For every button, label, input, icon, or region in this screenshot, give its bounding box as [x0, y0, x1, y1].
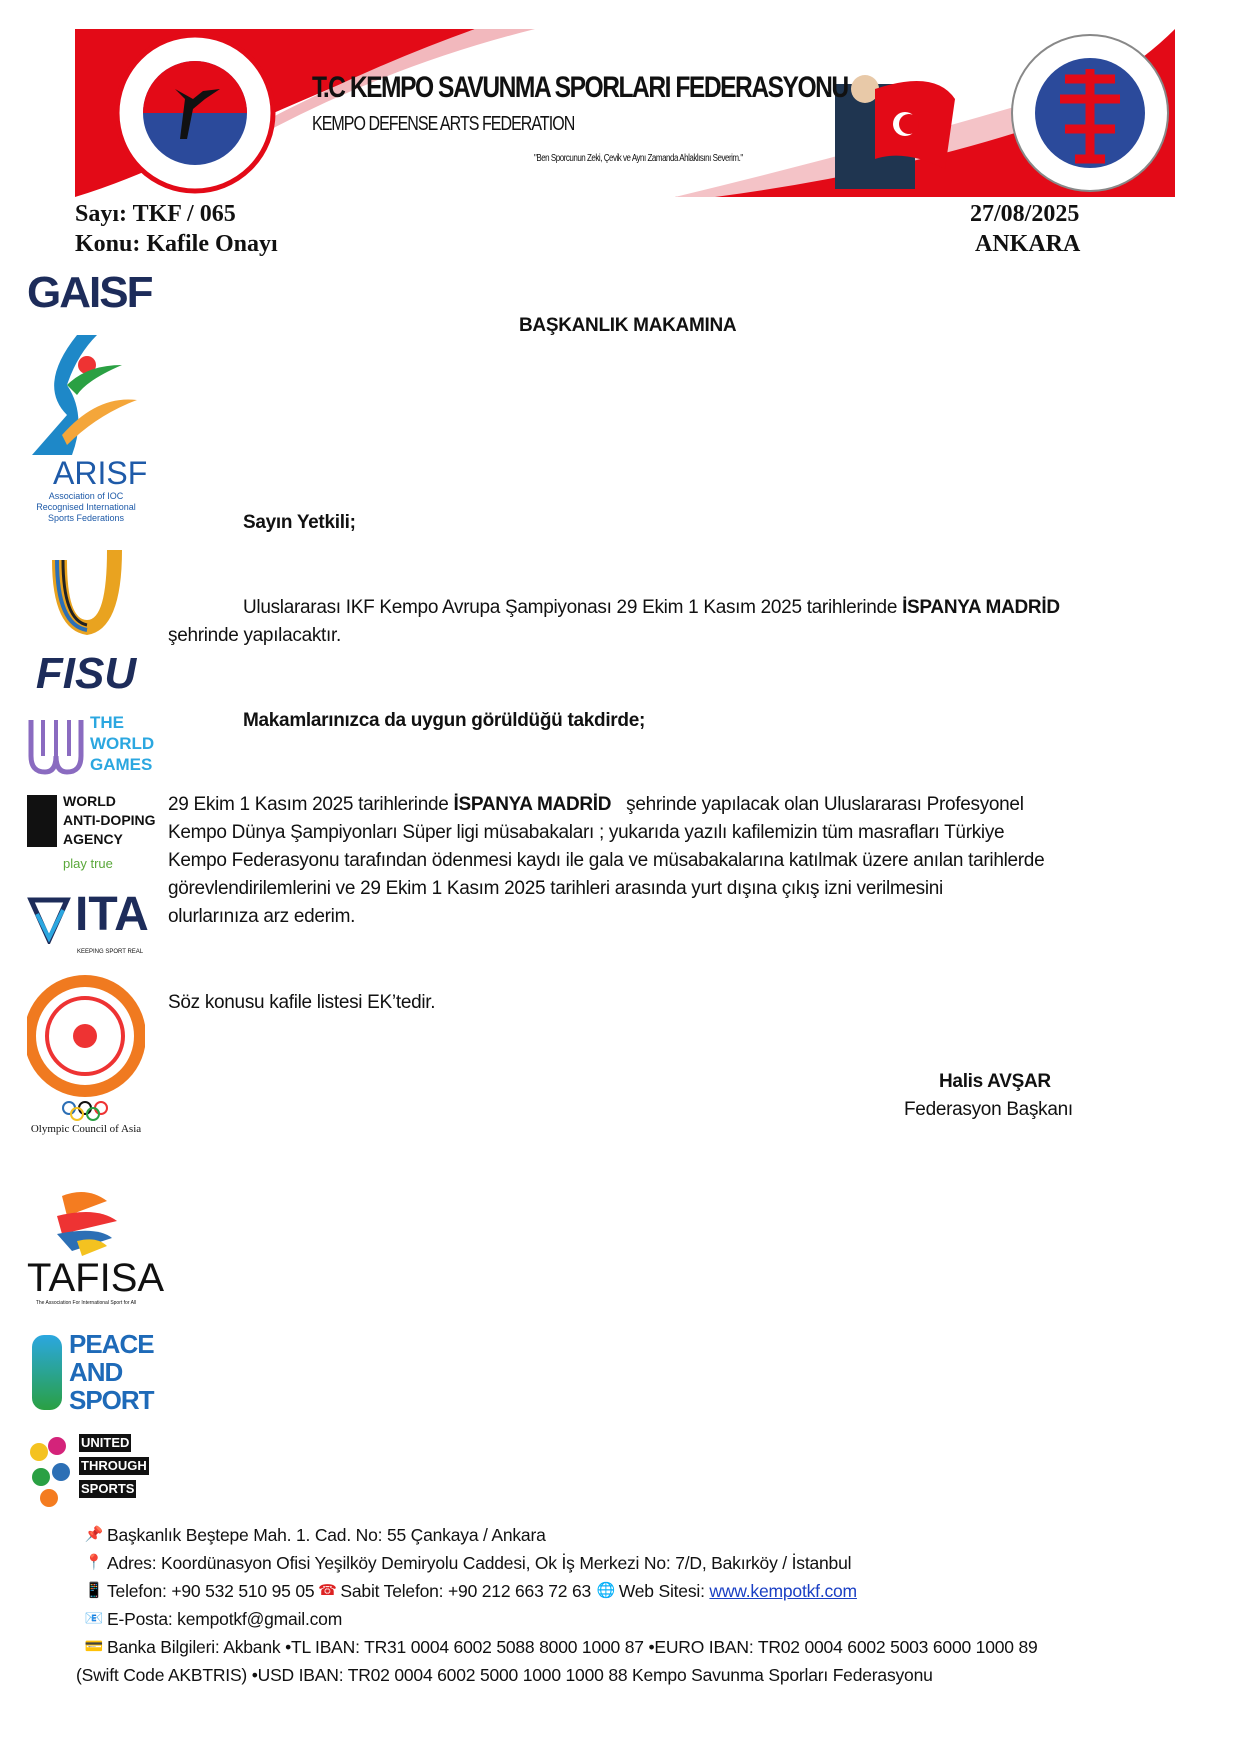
banner-background — [75, 29, 1175, 197]
map-pin-icon: 📍 — [84, 1554, 104, 1571]
gaisf-logo: GAISF — [27, 268, 152, 317]
pushpin-icon: 📌 — [84, 1526, 104, 1543]
arisf-logo: ARISF Association of IOC Recognised International Sports Federations — [27, 325, 145, 524]
footer-email: 📧 E-Posta: kempotkf@gmail.com — [84, 1609, 343, 1629]
federation-seal-left — [117, 35, 273, 191]
footer-phones: 📱 Telefon: +90 532 510 95 05 ☎ Sabit Telefon: +90 212 663 72 63 🌐 Web Sitesi: www.kempotkf.com — [84, 1581, 857, 1601]
website-link[interactable]: www.kempotkf.com — [709, 1581, 857, 1601]
salutation: Sayın Yetkili; — [243, 512, 356, 533]
footer-hq: 📌 Başkanlık Beştepe Mah. 1. Cad. No: 55 Çankaya / Ankara — [84, 1525, 546, 1545]
footer-contact — [76, 1521, 1038, 1689]
signer-name: Halis AVŞAR — [939, 1071, 1051, 1092]
fisu-arc-icon — [27, 550, 145, 640]
world-games-logo: THE WORLD GAMES — [27, 712, 145, 780]
telephone-icon: ☎ — [318, 1582, 337, 1599]
footer-bank: 💳 Banka Bilgileri: Akbank •TL IBAN: TR31 0004 6002 5088 8000 1000 87 •EURO IBAN: TR02 0004 6002 5003 6000 1000 89 — [84, 1637, 1038, 1657]
ataturk-quote: "Ben Sporcunun Zeki, Çevik ve Aynı Zamanda Ahlaklısını Severim." — [534, 153, 743, 164]
attachment-note: Söz konusu kafile listesi EK’tedir. — [168, 992, 436, 1013]
city: ANKARA — [975, 231, 1081, 257]
request-intro: Makamlarınızca da uygun görüldüğü takdirde; — [243, 710, 645, 731]
ita-check-icon — [27, 894, 71, 944]
subject: Konu: Kafile Onayı — [75, 231, 278, 257]
world-games-w-icon — [27, 716, 85, 776]
peace-and-sport-logo: PEACE AND SPORT — [27, 1330, 145, 1416]
olympic-rings-icon — [27, 1100, 145, 1122]
fisu-logo: FISU — [35, 649, 137, 698]
letterhead-banner — [75, 29, 1175, 197]
tafisa-logo: TAFISA The Association For International Sport for All — [27, 1186, 145, 1307]
federation-subtitle: KEMPO DEFENSE ARTS FEDERATION — [312, 113, 575, 135]
federation-title: T.C KEMPO SAVUNMA SPORLARI FEDERASYONU — [312, 71, 848, 104]
mobile-phone-icon: 📱 — [84, 1582, 104, 1599]
globe-icon: 🌐 — [596, 1582, 615, 1599]
credit-card-icon: 💳 — [84, 1638, 104, 1655]
recipient: BAŞKANLIK MAKAMINA — [519, 315, 737, 336]
paragraph-request: 29 Ekim 1 Kasım 2025 tarihlerinde İSPANYA MADRİD şehrinde yapılacak olan Uluslararası Profesyonel Kempo Dünya Şampiyonları Süper ligi müsabakaları ; yukarıda yazılı kafilemizin tüm masrafları Türkiye Kempo Federasyonu tarafından ödenmesi kaydı ile gala ve müsabakalarına katılmak üzere anılan tarihlerde görevlendirilemlerini ve 29 Ekim 1 Kasım 2025 tarihleri arasında yurt dışına çıkış izni verilmesini olurlarınıza arz ederim. — [168, 794, 1045, 927]
ita-logo: ITA KEEPING SPORT REAL — [27, 888, 145, 960]
footer-bank-continued: (Swift Code AKBTRIS) •USD IBAN: TR02 0004 6002 5000 1000 1000 88 Kempo Savunma Sporları Federasyonu — [76, 1665, 933, 1685]
paragraph-event: Uluslararası IKF Kempo Avrupa Şampiyonası 29 Ekim 1 Kasım 2025 tarihlerinde İSPANYA MADRİD şehrinde yapılacaktır. — [168, 597, 1060, 646]
united-through-sports-logo: UNITED THROUGH SPORTS — [27, 1432, 145, 1512]
reference-number: Sayı: TKF / 065 — [75, 201, 236, 227]
footer-address: 📍 Adres: Koordünasyon Ofisi Yeşilköy Demiryolu Caddesi, Ok İş Merkezi No: 7/D, Bakırköy / İstanbul — [84, 1553, 852, 1573]
wada-logo: WORLD ANTI-DOPING AGENCY play true — [27, 792, 145, 876]
signer-title: Federasyon Başkanı — [904, 1099, 1073, 1120]
ikf-seal-right — [1012, 35, 1168, 191]
email-icon: 📧 — [84, 1610, 104, 1627]
oca-logo: Olympic Council of Asia — [27, 972, 145, 1136]
date: 27/08/2025 — [970, 201, 1080, 227]
